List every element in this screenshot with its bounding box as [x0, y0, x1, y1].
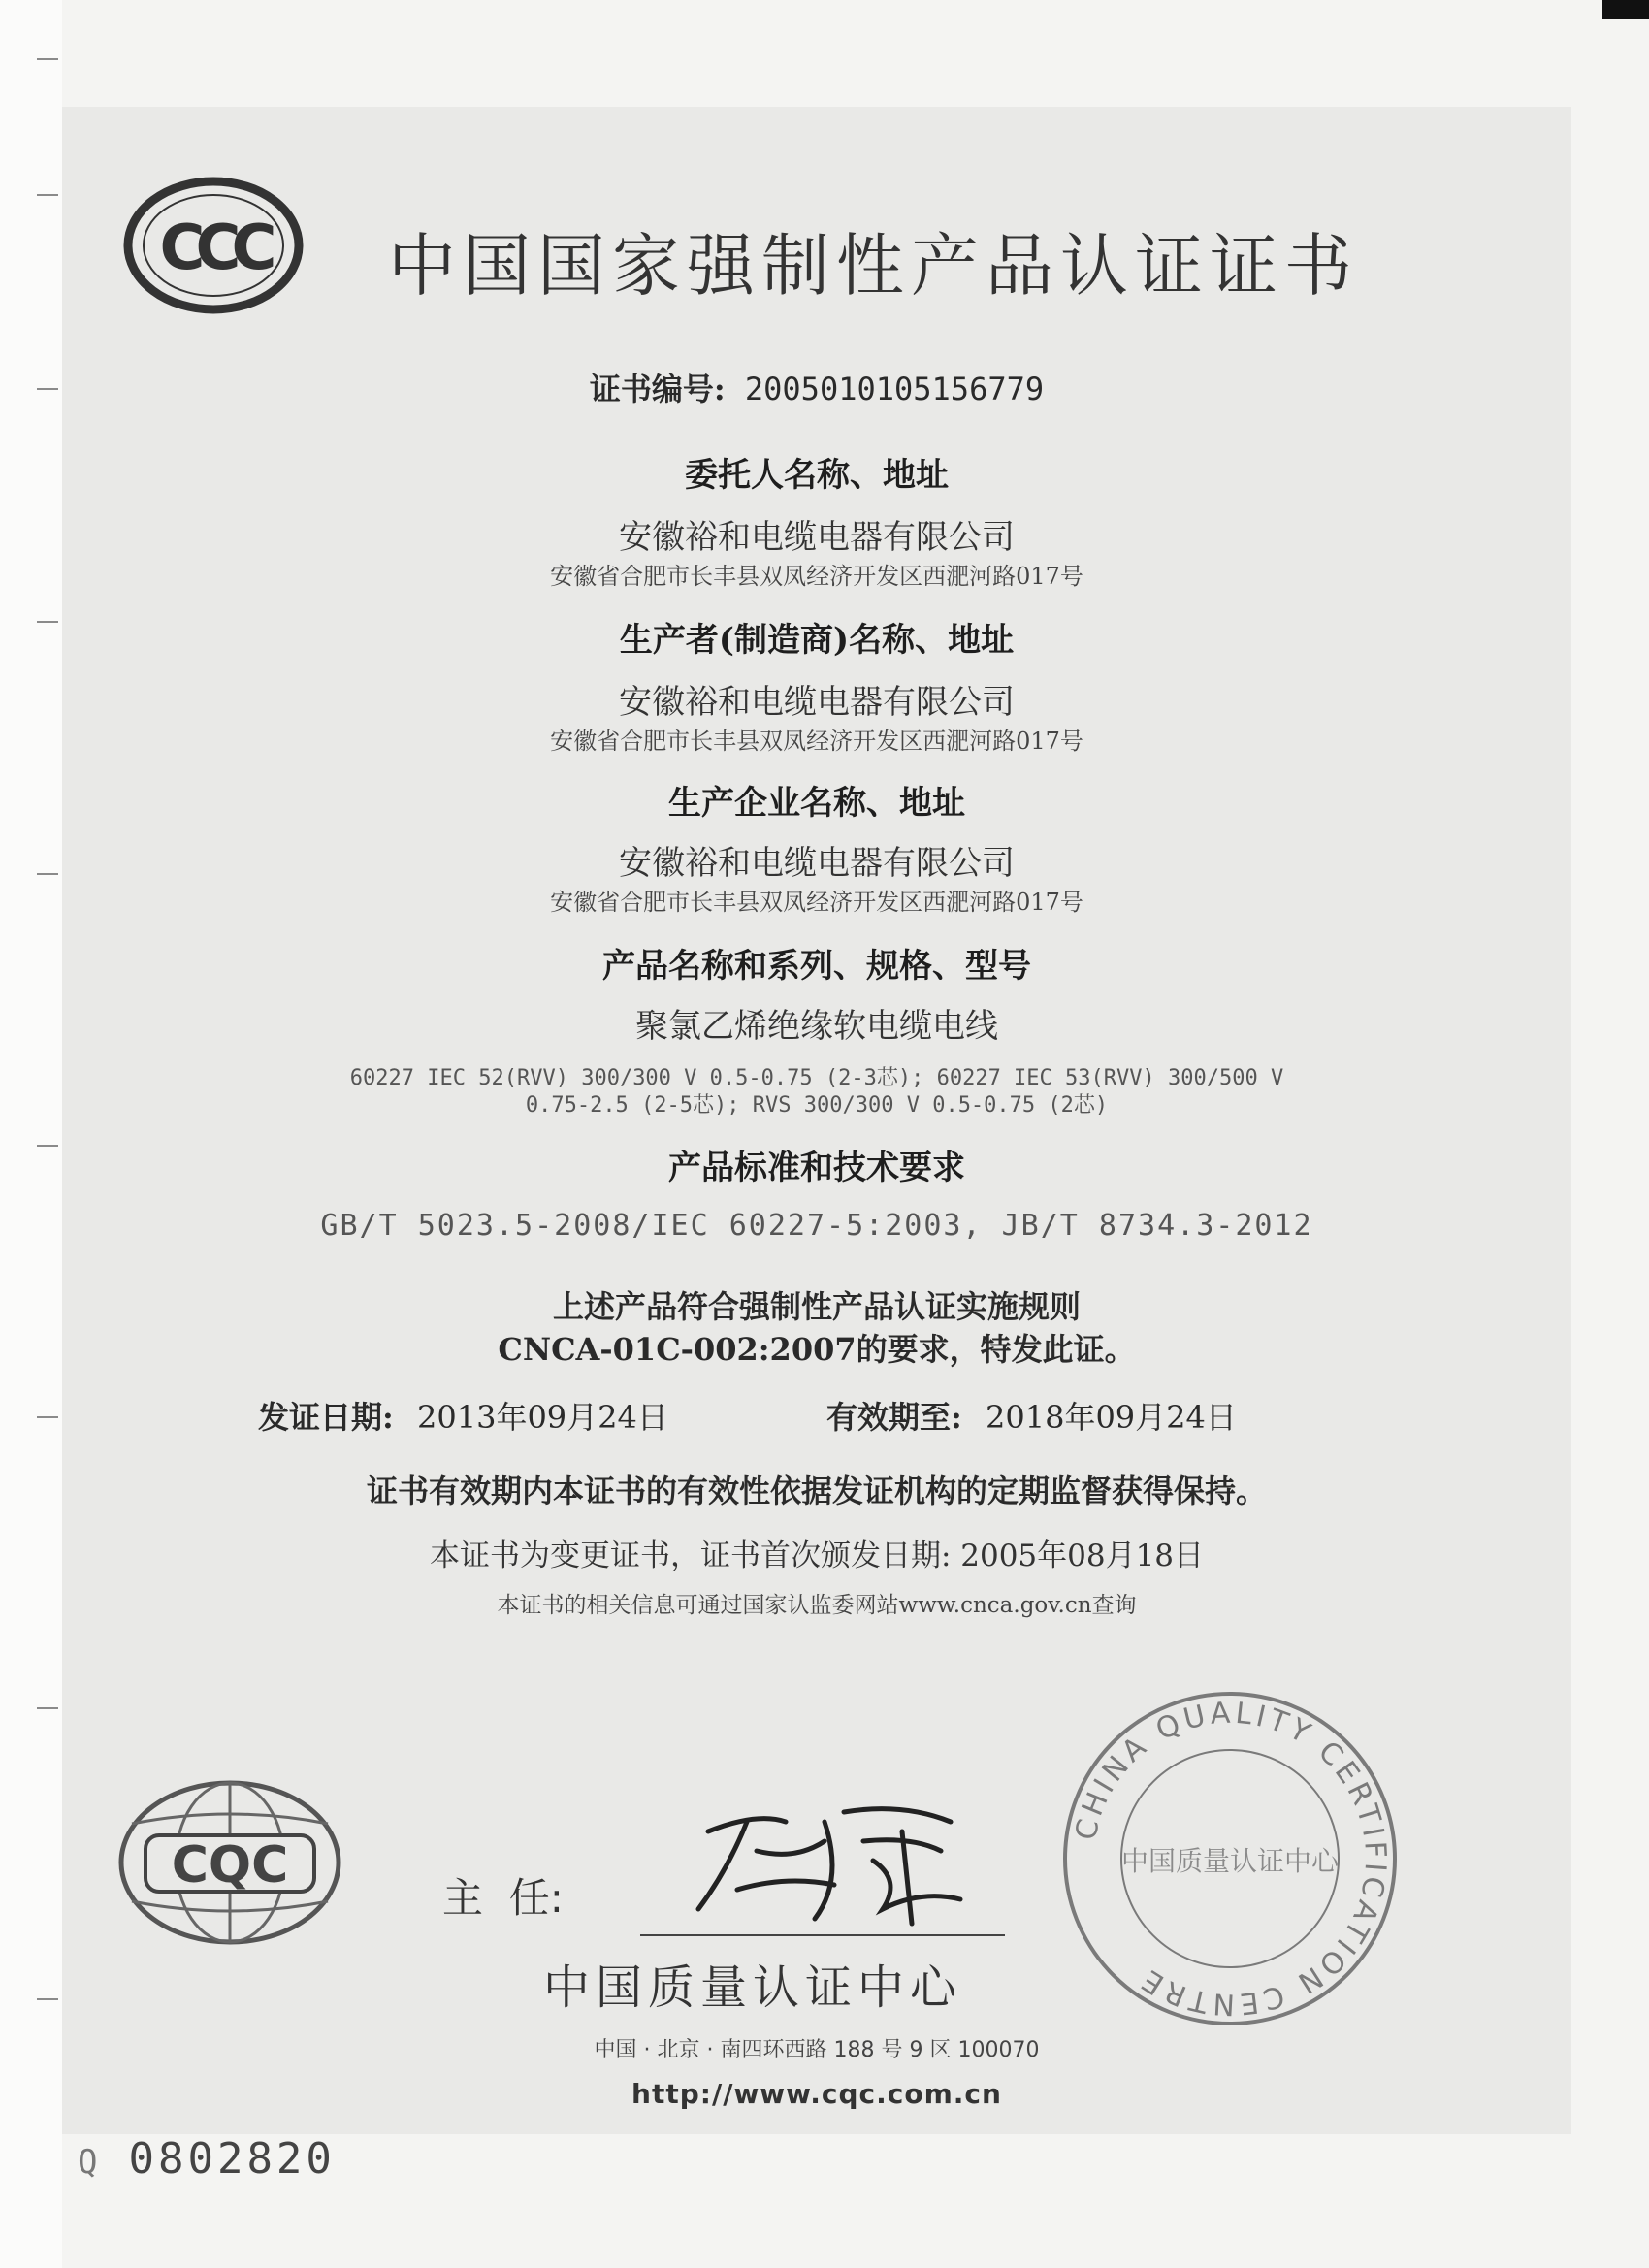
certificate-number	[62, 365, 1571, 409]
client-address: 安徽省合肥市长丰县双凤经济开发区西淝河路017号	[550, 563, 1083, 590]
factory-name: 安徽裕和电缆电器有限公司	[619, 844, 1015, 883]
conformity-line2: CNCA-01C-002:2007的要求，特发此证。	[498, 1331, 1136, 1368]
scan-tick	[37, 388, 58, 390]
serial-value: 0802820	[128, 2134, 336, 2184]
scan-tick	[37, 873, 58, 875]
scan-tick	[37, 194, 58, 196]
certificate-number-value: 2005010105156779	[744, 371, 1045, 407]
manufacturer-heading: 生产者(制造商)名称、地址	[619, 621, 1015, 660]
client-name: 安徽裕和电缆电器有限公司	[619, 518, 1015, 557]
scan-tick	[37, 1145, 58, 1147]
scan-tick	[37, 58, 58, 60]
issue-date-value: 2013年09月24日	[417, 1399, 668, 1436]
issue-date-label: 发证日期:	[258, 1399, 394, 1436]
scan-tick	[37, 1416, 58, 1418]
issuer-name: 中国质量认证中心	[543, 1960, 963, 2015]
product-spec-line2: 0.75-2.5 (2-5芯); RVS 300/300 V 0.5-0.75 (2芯)	[525, 1093, 1109, 1118]
conformity-line1: 上述产品符合强制性产品认证实施规则	[552, 1288, 1081, 1325]
product-spec-line1: 60227 IEC 52(RVV) 300/300 V 0.5-0.75 (2-3芯); 60227 IEC 53(RVV) 300/500 V	[349, 1066, 1284, 1090]
issuer-address: 中国 · 北京 · 南四环西路 188 号 9 区 100070	[594, 2038, 1040, 2062]
certification-seal	[1059, 1688, 1401, 2029]
client-heading: 委托人名称、地址	[685, 456, 949, 495]
svg-text:CQC: CQC	[171, 1836, 289, 1895]
scan-corner	[1602, 0, 1649, 19]
manufacturer-name: 安徽裕和电缆电器有限公司	[619, 683, 1015, 722]
query-note: 本证书的相关信息可通过国家认监委网站www.cnca.gov.cn查询	[497, 1593, 1137, 1618]
serial-number	[78, 2134, 336, 2184]
factory-heading: 生产企业名称、地址	[668, 784, 965, 823]
scan-margin	[0, 0, 62, 2268]
director-label: 主 任:	[442, 1874, 564, 1922]
serial-prefix: Q	[78, 2143, 102, 2182]
product-heading: 产品名称和系列、规格、型号	[602, 947, 1031, 986]
standards-value: GB/T 5023.5-2008/IEC 60227-5:2003, JB/T 8734.3-2012	[320, 1209, 1313, 1243]
valid-until-label: 有效期至:	[826, 1399, 962, 1436]
scan-tick	[37, 1707, 58, 1709]
scan-tick	[37, 1998, 58, 2000]
svg-text:CCC: CCC	[159, 212, 268, 284]
valid-until	[826, 1393, 1237, 1438]
standards-heading: 产品标准和技术要求	[668, 1149, 965, 1187]
svg-text:中国质量认证中心: 中国质量认证中心	[1120, 1845, 1340, 1877]
certificate-title: 中国国家强制性产品认证证书	[388, 226, 1359, 306]
svg-text:CHINA QUALITY CERTIFICATION CE: CHINA QUALITY CERTIFICATION CENTRE	[1069, 1696, 1393, 2022]
validity-note: 证书有效期内本证书的有效性依据发证机构的定期监督获得保持。	[366, 1473, 1267, 1509]
change-note: 本证书为变更证书，证书首次颁发日期: 2005年08月18日	[429, 1539, 1205, 1573]
scan-tick	[37, 621, 58, 623]
certificate-number-label: 证书编号:	[589, 371, 726, 407]
signature-line	[640, 1934, 1005, 1936]
issuer-url[interactable]: http://www.cqc.com.cn	[631, 2078, 1002, 2110]
cqc-logo	[114, 1775, 345, 1950]
director-signature	[679, 1793, 970, 1928]
factory-address: 安徽省合肥市长丰县双凤经济开发区西淝河路017号	[550, 889, 1083, 916]
ccc-logo	[121, 173, 306, 318]
valid-until-value: 2018年09月24日	[986, 1399, 1237, 1436]
manufacturer-address: 安徽省合肥市长丰县双凤经济开发区西淝河路017号	[550, 728, 1083, 755]
issue-date	[258, 1393, 668, 1438]
product-name: 聚氯乙烯绝缘软电缆电线	[635, 1007, 998, 1046]
